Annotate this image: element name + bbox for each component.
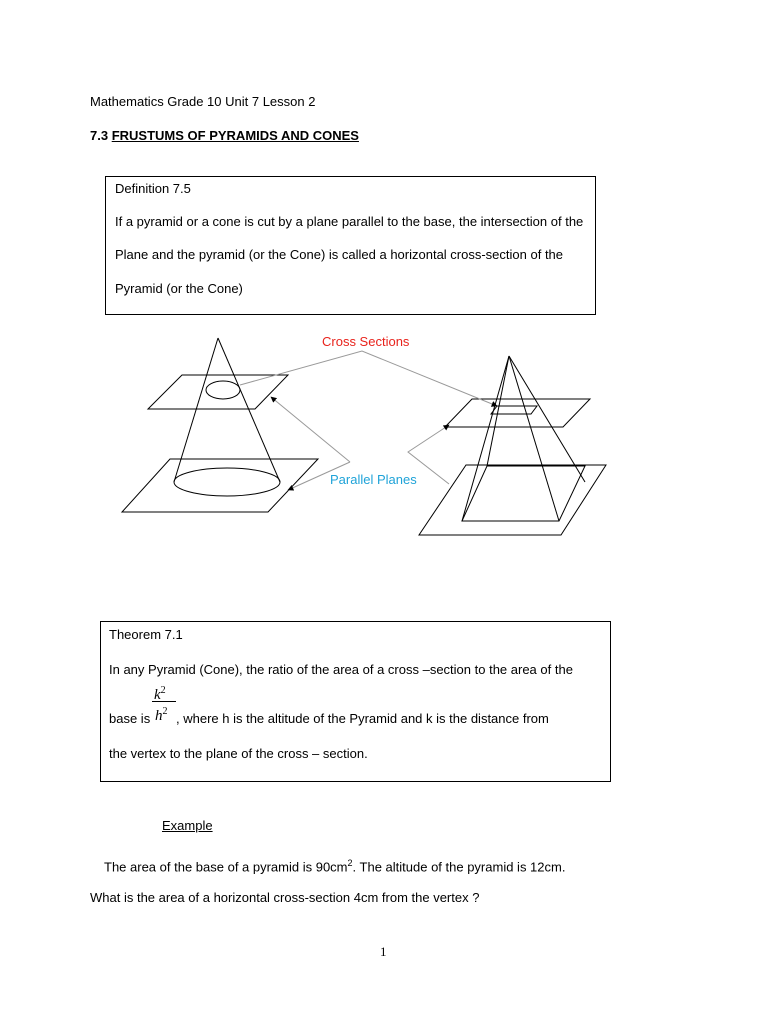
fraction-bar <box>152 701 176 702</box>
definition-line-3: Pyramid (or the Cone) <box>115 281 243 296</box>
cone-top-plane <box>148 375 288 409</box>
fraction-numerator: $k^2$ <box>154 685 166 703</box>
parallel-planes-leader-top <box>271 397 350 462</box>
example-line-1: The area of the base of a pyramid is $90cm^2$. The altitude of the pyramid is 12cm. <box>104 858 566 875</box>
parallel-planes-label: Parallel Planes <box>330 472 417 487</box>
cone-left-edge <box>174 338 218 482</box>
page-number: 1 <box>380 944 387 959</box>
pyramid-top-plane <box>445 399 590 427</box>
pyramid-base-square <box>462 466 585 521</box>
section-title: FRUSTUMS OF PYRAMIDS AND CONES <box>111 128 359 143</box>
cone-base-plane <box>122 459 318 512</box>
definition-line-1: If a pyramid or a cone is cut by a plane parallel to the base, the intersection of the <box>115 214 584 229</box>
theorem-line-3: the vertex to the plane of the cross – section. <box>109 746 368 761</box>
pyramid-diagram <box>419 356 606 535</box>
document-subtitle: Mathematics Grade 10 Unit 7 Lesson 2 <box>90 94 316 109</box>
cone-diagram <box>122 338 318 512</box>
definition-line-2: Plane and the pyramid (or the Cone) is called a horizontal cross-section of the <box>115 247 564 262</box>
cone-cross-section-ellipse <box>206 381 240 399</box>
fraction-denominator: $h^2$ <box>155 706 168 724</box>
example-line-2: What is the area of a horizontal cross-section 4cm from the vertex ? <box>90 890 480 905</box>
cross-sections-label: Cross Sections <box>322 334 410 349</box>
cross-sections-leader <box>240 351 497 406</box>
theorem-line-2-suffix: , where h is the altitude of the Pyramid and k is the distance from <box>176 711 549 726</box>
theorem-line-1: In any Pyramid (Cone), the ratio of the area of a cross –section to the area of the <box>109 662 573 677</box>
cone-right-edge <box>218 338 280 482</box>
pyramid-base-plane <box>419 465 606 535</box>
definition-heading: Definition 7.5 <box>115 181 191 196</box>
theorem-heading: Theorem 7.1 <box>109 627 183 642</box>
example-heading: Example <box>162 818 213 833</box>
theorem-line-2-prefix: base is <box>109 711 151 726</box>
cone-base-ellipse <box>174 468 280 496</box>
section-number: 7.3 <box>90 128 109 143</box>
